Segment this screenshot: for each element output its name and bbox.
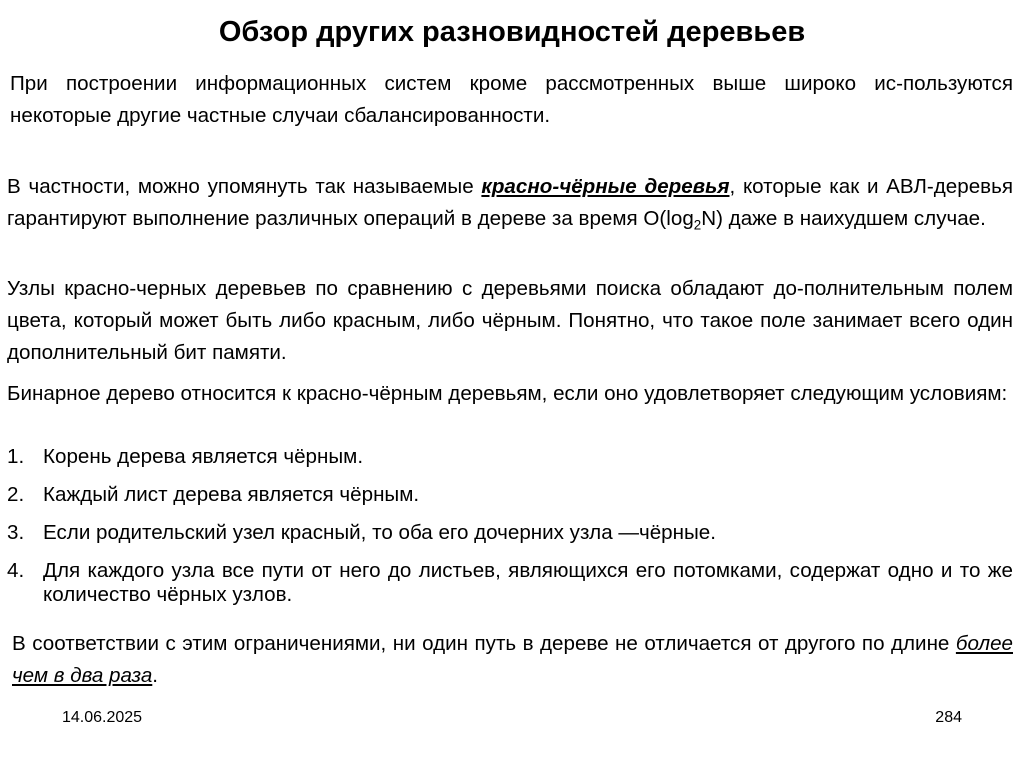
- rb-text-end: N) даже в наихудшем случае.: [701, 207, 986, 230]
- condition-text: Корень дерева является чёрным.: [43, 445, 364, 468]
- log-subscript: 2: [693, 217, 702, 233]
- rb-text-before: В частности, можно упомянуть так называемые: [7, 175, 482, 198]
- red-black-paragraph: [7, 171, 1013, 235]
- condition-text: Для каждого узла все пути от него до листьев, являющихся его потомками, содержат одно и то же количество чёрных узлов.: [43, 559, 1013, 606]
- condition-item: [7, 521, 1013, 545]
- rb-text-after: , которые как и АВЛ-деревья гарантируют выполнение различных операций в дереве за время O(log: [7, 175, 1013, 230]
- nodes-paragraph: Узлы красно-черных деревьев по сравнению с деревьями поиска обладают до-полнительным полем цвета, который может быть либо красным, либо чёрным. Понятно, что такое поле занимает всего один дополнительный бит памяти.: [7, 277, 1013, 364]
- condition-text: Если родительский узел красный, то оба его дочерних узла —чёрные.: [43, 521, 716, 544]
- conditions-list: [7, 445, 1013, 621]
- condition-text: Каждый лист дерева является чёрным.: [43, 483, 420, 506]
- conclusion-text-before: В соответствии с этим ограничениями, ни один путь в дереве не отличается от другого по длине: [12, 632, 956, 655]
- page-number: 284: [935, 709, 962, 726]
- condition-item: [7, 559, 1013, 607]
- intro-paragraph: При построении информационных систем кроме рассмотренных выше широко ис-пользуются некоторые другие частные случаи сбалансированности.: [10, 72, 1013, 127]
- red-black-trees-term: красно-чёрные деревья: [481, 175, 730, 198]
- footer-date: 14.06.2025: [62, 709, 143, 726]
- condition-number: 3.: [7, 521, 25, 544]
- conclusion-text-after: .: [152, 664, 159, 687]
- slide-title: Обзор других разновидностей деревьев: [218, 16, 806, 48]
- condition-item: [7, 483, 1013, 507]
- condition-number: 4.: [7, 559, 25, 582]
- condition-number: 1.: [7, 445, 25, 468]
- condition-item: [7, 445, 1013, 469]
- conclusion-paragraph: [12, 628, 1013, 692]
- condition-number: 2.: [7, 483, 25, 506]
- binary-tree-paragraph: Бинарное дерево относится к красно-чёрным деревьям, если оно удовлетворяет следующим условиям:: [7, 382, 1008, 405]
- conclusion-emphasis: более чем в два раза: [12, 632, 1013, 687]
